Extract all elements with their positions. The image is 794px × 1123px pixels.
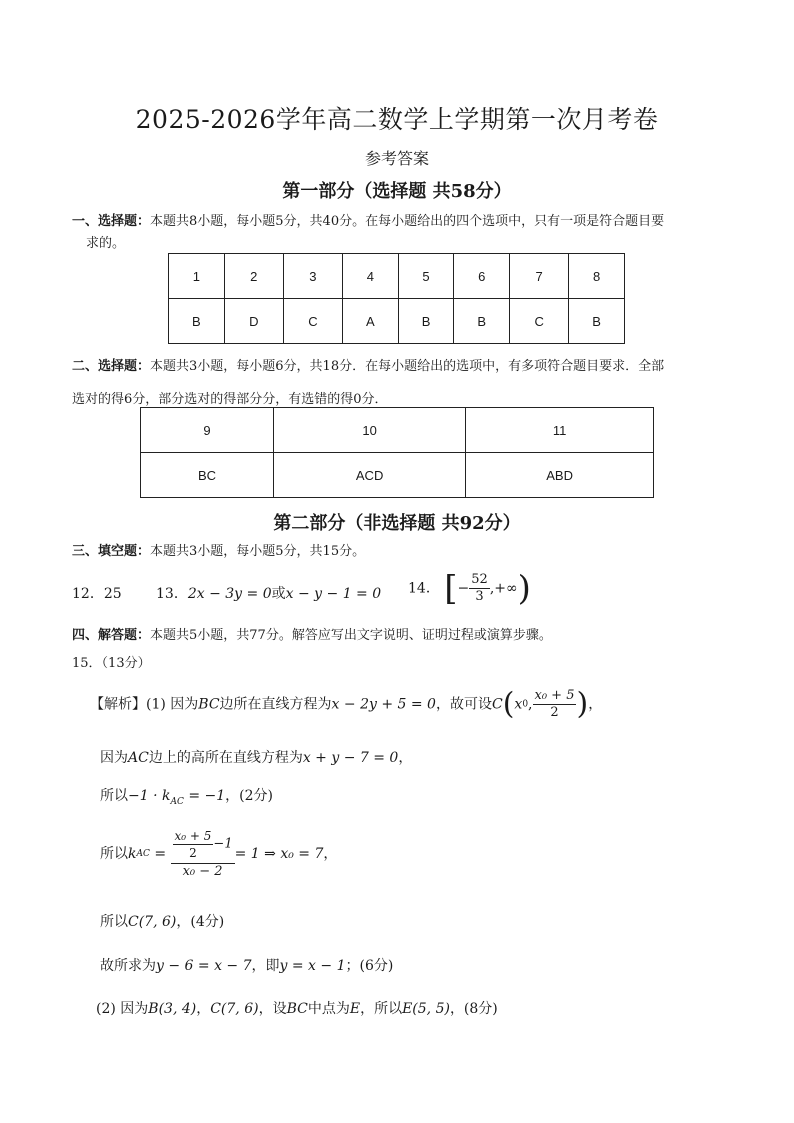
math-subscript: AC [170,796,184,807]
math-segment: = −1 [183,788,226,804]
answer-13-label: 13． [156,586,188,602]
table-cell: 8 [569,254,625,299]
text-segment: ，(8分) [449,1001,498,1017]
answer-13-or: 或 [271,586,286,602]
answer-14: 14． [− $\frac{52}{3}$ ,+∞) [408,568,531,609]
math-segment: −1 · k [128,788,171,804]
table-cell: 11 [466,408,654,453]
text-segment: 中点为 [307,1001,350,1017]
math-segment: BC [198,696,220,713]
text-segment: ，即 [251,958,280,974]
text-segment: ，所以 [360,1001,403,1017]
table-cell: C [510,299,569,344]
section-four-label: 四、解答题： [72,628,151,643]
text-segment: ，设 [258,1001,287,1017]
table-cell: B [169,299,225,344]
solution-line-2 [100,748,412,768]
table-cell: ABD [466,453,654,498]
table-cell: ACD [273,453,465,498]
solution-line-4: 所以kAC = $\frac{\text{x₀ + 5}}{2}$ −1 x₀ − 2 = 1 ⇒ x₀ = 7， [100,829,338,879]
question-15-header: 15．（13分） [72,656,151,671]
text-segment: (2) 因为 [96,1001,149,1017]
inner-fraction-denominator: 2 [189,846,197,860]
math-segment: k [128,846,137,862]
text-segment: ， [398,750,413,766]
math-segment: C [491,696,503,713]
table-cell: 6 [454,254,510,299]
table-cell: A [342,299,398,344]
math-segment: E(5, 5) [402,1001,450,1017]
table-cell: BC [141,453,274,498]
text-segment: ，(4分) [176,914,225,930]
table-cell: B [398,299,454,344]
table-cell: 3 [283,254,342,299]
table-cell: 5 [398,254,454,299]
answer-13 [156,584,381,604]
table-cell: 2 [224,254,283,299]
answer-14-label: 14． [408,580,440,597]
inner-fraction-numerator: x₀ + 5 [174,829,212,843]
solution-line-5 [100,912,224,932]
text-segment: ；(6分) [345,958,394,974]
answer-13-eq-b: x − y − 1 = 0 [285,586,382,602]
part-two-heading: 第二部分（非选择题 共92分） [273,513,521,534]
section-four-text: 本题共5小题，共77分。解答应写出文字说明、证明过程或演算步骤。 [150,628,552,643]
fraction-numerator: x₀ + 5 [534,688,575,703]
table-cell: 1 [169,254,225,299]
math-segment: AC [128,750,149,766]
section-one-text-cont: 求的。 [86,236,126,251]
text-segment: ， [323,846,338,862]
text-segment: 所以 [100,914,128,930]
section-three-instructions [72,541,732,563]
answer-table-one [168,253,625,344]
fraction-denominator: x₀ − 2 [182,864,223,879]
table-cell: D [224,299,283,344]
table-cell: B [454,299,510,344]
text-segment: 故所求为 [100,958,156,974]
table-cell: C [283,299,342,344]
text-segment: ，(2分) [225,788,273,804]
section-three-text: 本题共3小题，每小题5分，共15分。 [150,544,366,559]
solution-line-7 [96,999,498,1019]
math-segment: = 1 ⇒ x₀ = 7 [234,846,324,862]
math-segment: E [349,1001,361,1017]
answer-table-two [140,407,654,498]
answer-13-eq-a: 2x − 3y = 0 [187,586,272,602]
text-segment: 边上的高所在直线方程为 [148,750,303,766]
page-subtitle: 参考答案 [364,149,429,168]
table-cell: 9 [141,408,274,453]
solution-line-1: 【解析】(1) 因为BC边所在直线方程为x − 2y + 5 = 0，故可设C(x0, $\frac{\text{x₀ + 5}}{2}$ )， [90,686,603,722]
math-segment: B(3, 4) [148,1001,197,1017]
table-cell: 10 [273,408,465,453]
math-subscript: AC [136,849,150,859]
part-one-heading: 第一部分（选择题 共58分） [282,181,512,202]
solution-line-6 [100,956,393,976]
section-three-label: 三、填空题： [72,544,151,559]
section-one-label: 一、选择题： [72,214,151,229]
solution-line-3 [100,786,273,812]
section-four-instructions [72,625,732,647]
section-two-text: 本题共3小题，每小题6分，共18分．在每小题给出的选项中，有多项符合题目要求．全部 [150,359,665,374]
text-segment: 所以 [100,846,128,862]
answer-14-numerator: 52 [471,572,488,587]
math-segment: x − 2y + 5 = 0 [331,696,436,713]
text-segment: ， [196,1001,211,1017]
table-cell: 4 [342,254,398,299]
table-cell: 7 [510,254,569,299]
math-segment: C(7, 6) [210,1001,259,1017]
math-segment: C(7, 6) [128,914,177,930]
fraction-denominator: 2 [550,705,559,720]
math-segment: x [514,696,523,713]
text-segment: 【解析】(1) 因为 [90,696,199,713]
text-segment: ，故可设 [435,696,492,713]
math-segment: y − 6 = x − 7 [156,958,252,974]
table-cell: B [569,299,625,344]
math-segment: −1 [213,836,233,852]
math-segment: x + y − 7 = 0 [302,750,399,766]
text-segment: 所以 [100,788,128,804]
section-two-text-cont: 选对的得6分，部分选对的得部分分，有选错的得0分． [72,392,388,407]
answer-14-minus: − [457,580,470,597]
section-two-label: 二、选择题： [72,359,151,374]
math-segment: BC [286,1001,308,1017]
answer-14-tail: ,+∞ [489,580,518,597]
text-segment: 边所在直线方程为 [219,696,332,713]
section-one-instructions [72,211,732,255]
math-segment: y = x − 1 [279,958,346,974]
answer-12: 12．25 [72,586,122,602]
text-segment: 因为 [100,750,128,766]
answer-14-denominator: 3 [475,589,484,604]
section-one-text: 本题共8小题，每小题5分，共40分。在每小题给出的四个选项中，只有一项是符合题目要 [150,214,665,229]
page-title: 2025-2026学年高二数学上学期第一次月考卷 [135,105,659,134]
